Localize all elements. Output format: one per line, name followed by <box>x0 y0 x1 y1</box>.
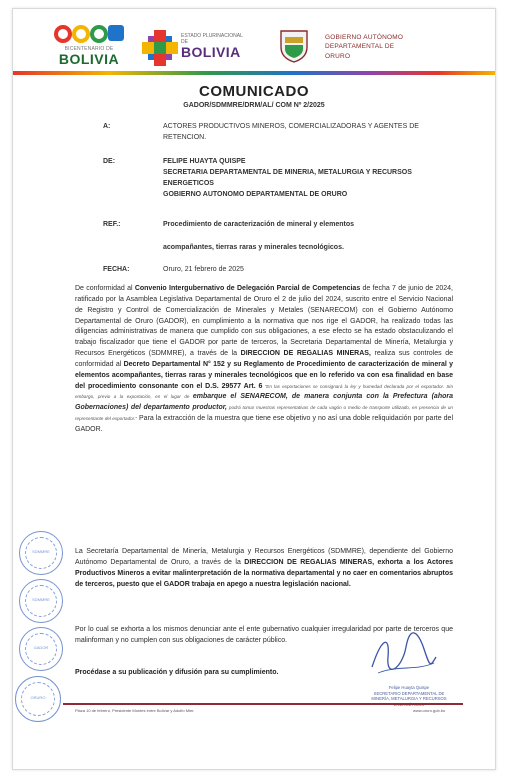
paragraph-1: De conformidad al Convenio Intergubernativo de Delegación Parcial de Competencias de fecha 7 de junio de 2024, ratificado por la Asamblea Legislativa Departamental de Oruro el 2 de julio del 2024, suscrito entre el Servicio Nacional de Registro y Control de Comercialización de Minerales y Metales (SENARECOM) con el Gobierno Autónomo Departamental de Oruro (GADOR), en cumplimiento a la normativa que nos rige el GADOR, ha realizado todas las diligencias administrativas de manera que cumplido con sus obligaciones, a ese efecto se ha estado obstaculizando el trabajo fiscalizador que tiene el GADOR por parte de terceros, la Secretaria Departamental de Minería, Metalurgia y Recursos Energéticos (SDMMRE), a través de la DIRECCION DE REGALIAS MINERAS, realiza sus controles de conformidad al Decreto Departamental N° 152 y su Reglamento de Procedimiento de caracterización de mineral y elementos acompañantes, tierras raras y minerales tecnológicos que en lo referido va con esa finalidad en base del procedimiento consonante con el D.S. 29577 Art. 6 "En las exportaciones se consignará la ley y humedad declarada por el exportador. Sin embargo, previo a la exportación, en el lugar de embarque el SENARECOM, de manera conjunta con la Prefectura (ahora Gobernaciones) del departamento productor, podrá tomar muestras representativas de cada vagón o medio de transporte utilizado, en presencia de un representante del exportador." Para la extracción de la muestra que tiene ese objetivo y no así una doble reliquidación por parte del GADOR. <box>75 285 454 433</box>
ref-line-2: acompañantes, tierras raras y minerales tecnológicos. <box>163 244 344 251</box>
estado-plurinacional-logo <box>141 29 246 69</box>
signatory-name: Felipe Huayta Quispe <box>388 685 430 690</box>
estado-label: ESTADO PLURINACIONAL DE <box>181 33 243 45</box>
letterhead <box>13 9 495 79</box>
signatory-role: SECRETARIO DEPARTAMENTAL DE MINERÍA, METALURGIA Y RECURSOS <box>371 690 447 702</box>
paragraph-4: Procédase a su publicación y difusión para su cumplimiento. <box>75 669 279 676</box>
paragraph-2: La Secretaría Departamental de Minería, Metalurgia y Recursos Energéticos (SDMMRE), dependiente del Gobierno Autónomo Departamental de Oruro, a través de la DIRECCION DE REGALIAS MINERAS, exhorta a los Actores Productivos Mineros a evitar malinterpretación de la normativa departamental y no caer en comentarios abruptos de terceros, puesto que el GADOR trabaja en apego a nuestra legislación nacional. <box>75 548 453 588</box>
footer-divider <box>63 703 463 705</box>
ref-label: REF.: <box>103 221 121 228</box>
official-stamp-icon: ORURO <box>15 676 61 722</box>
letterhead-color-stripe <box>13 71 495 75</box>
a-label: A: <box>103 123 111 130</box>
bicentenario-tagline: BICENTENARIO DE <box>64 46 114 52</box>
estado-country: BOLIVIA <box>181 44 241 60</box>
paragraph-3: Por lo cual se exhorta a los mismos denunciar ante el ente gubernativo cualquier irregularidad por parte de terceros que malinforman y no cumplen con sus obligaciones de carácter público. <box>75 626 453 644</box>
fecha-label: FECHA: <box>103 266 130 273</box>
gobernacion-oruro-logo <box>279 29 429 69</box>
official-stamp-icon: SDMMRE <box>19 579 63 623</box>
de-institution: GOBIERNO AUTONOMO DEPARTAMENTAL DE ORURO <box>163 190 348 198</box>
handwritten-signature <box>368 627 438 677</box>
oruro-shield-icon <box>279 29 309 63</box>
bicentenario-mark-icon <box>53 23 125 43</box>
gobernacion-line-2: DEPARTAMENTAL DE <box>325 43 395 51</box>
de-label: DE: <box>103 158 116 165</box>
fecha-value: Oruro, 21 febrero de 2025 <box>163 266 244 273</box>
de-name: FELIPE HUAYTA QUISPE <box>163 158 246 165</box>
official-stamp-icon: GADOR <box>19 627 63 671</box>
gobernacion-line-1: GOBIERNO AUTÓNOMO <box>325 34 404 41</box>
footer-address: Plaza 10 de febrero, Presidente Montes entre Bolívar y Adolfo Mier. <box>75 708 195 713</box>
document-title: COMUNICADO <box>199 83 309 100</box>
bicentenario-country: BOLIVIA <box>58 51 120 67</box>
a-value: ACTORES PRODUCTIVOS MINEROS, COMERCIALIZADORAS Y AGENTES DE RETENCION. <box>163 123 419 141</box>
gobernacion-line-3: ORURO <box>325 52 351 60</box>
official-stamp-icon: SDMMRE <box>19 531 63 575</box>
footer-website: www.oruro.gob.bo <box>413 708 446 713</box>
de-position: SECRETARIA DEPARTAMENTAL DE MINERIA, METALURGIA Y RECURSOS ENERGETICOS <box>163 168 412 187</box>
de-block <box>163 157 433 200</box>
document-code: GADOR/SDMMRE/DRM/AL/ COM Nº 2/2025 <box>183 102 325 109</box>
bicentenario-logo <box>53 23 125 71</box>
ref-line-1: Procedimiento de caracterización de mineral y elementos <box>163 221 355 228</box>
document-page <box>12 8 496 770</box>
chakana-emblem-icon <box>141 29 179 67</box>
